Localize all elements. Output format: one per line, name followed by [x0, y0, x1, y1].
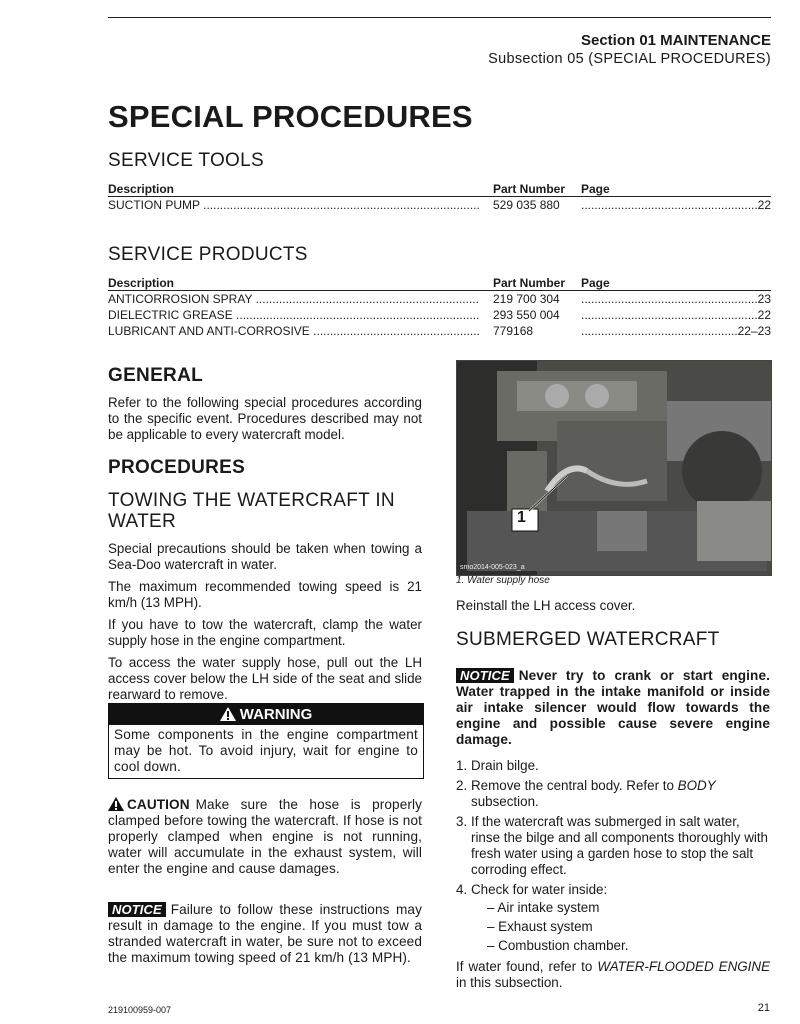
product-part-number: 779168	[493, 323, 534, 338]
warning-box	[108, 703, 424, 779]
reference-text: If water found, refer to	[456, 959, 598, 974]
product-part-number: 293 550 004	[493, 307, 560, 322]
notice-badge: NOTICE	[456, 668, 514, 683]
towing-paragraph: If you have to tow the watercraft, clamp the water supply hose in the engine compartment.	[108, 617, 422, 648]
caution-triangle-icon	[108, 797, 124, 811]
general-text: Refer to the following special procedures according to the specific event. Procedures described may not be applicable to every watercraft model.	[108, 395, 422, 442]
table-header-row	[108, 181, 771, 197]
step-text: subsection.	[471, 794, 539, 809]
product-description: DIELECTRIC GREASE	[108, 307, 233, 322]
column-header-description: Description	[108, 181, 493, 197]
list-item	[456, 778, 770, 810]
list-item	[456, 882, 770, 954]
column-header-page: Page	[581, 275, 771, 291]
procedures-heading: PROCEDURES	[108, 457, 246, 478]
towing-paragraph: To access the water supply hose, pull out the LH access cover below the LH side of the seat and slide rearward to remove.	[108, 655, 422, 702]
list-item	[456, 758, 770, 774]
column-header-page: Page	[581, 181, 771, 197]
document-number: 219100959-007	[108, 1005, 172, 1015]
step-number: 3.	[456, 814, 468, 829]
tool-description: SUCTION PUMP	[108, 197, 200, 212]
step-text: Check for water inside:	[471, 882, 608, 897]
header-rule	[108, 17, 771, 18]
step-number: 2.	[456, 778, 468, 793]
product-page: 23	[757, 291, 771, 306]
table-header-row	[108, 275, 771, 291]
table-row	[108, 307, 771, 323]
product-page: 22	[757, 307, 771, 322]
step-text: If the watercraft was submerged in salt water, rinse the bilge and all components thoroughly with fresh water using a garden hose to stop the salt corroding effect.	[471, 814, 769, 877]
step-number: 4.	[456, 882, 468, 897]
list-item	[456, 814, 770, 878]
towing-paragraph: Special precautions should be taken when towing a Sea-Doo watercraft in water.	[108, 541, 422, 572]
flooded-reference	[456, 959, 770, 991]
towing-paragraph: The maximum recommended towing speed is 21 km/h (13 MPH).	[108, 579, 422, 610]
list-item: – Exhaust system	[487, 919, 593, 934]
section-label: Section 01 MAINTENANCE	[580, 32, 771, 49]
page-title: SPECIAL PROCEDURES	[108, 99, 473, 134]
warning-label: WARNING	[239, 706, 313, 723]
column-header-description: Description	[108, 275, 493, 291]
column-header-part-number: Part Number	[493, 181, 581, 197]
cross-reference: WATER-FLOODED ENGINE	[597, 959, 770, 974]
towing-notice-block	[108, 902, 422, 966]
service-tools-table	[108, 181, 771, 213]
engine-photo	[456, 360, 772, 576]
caution-block	[108, 797, 422, 877]
service-products-table	[108, 275, 771, 339]
product-description: ANTICORROSION SPRAY	[108, 291, 253, 306]
callout-number: 1	[517, 509, 526, 526]
engine-illustration	[457, 361, 771, 575]
service-products-heading: SERVICE PRODUCTS	[108, 244, 308, 265]
submerged-notice-text: Never try to crank or start engine. Water trapped in the intake manifold or inside air intake silencer would flow towards the engine and possible cause severe engine damage.	[456, 668, 770, 747]
page-number: 21	[757, 1002, 770, 1014]
reinstall-text: Reinstall the LH access cover.	[456, 598, 636, 613]
caution-text: Make sure the hose is properly clamped before towing the watercraft. If hose is not properly clamped when engine is not running, water will accumulate in the exhaust system, will enter the engine and cause damages.	[108, 797, 422, 876]
warning-text: Some components in the engine compartment may be hot. To avoid injury, wait for engine to cool down.	[114, 727, 418, 774]
subsection-label: Subsection 05 (SPECIAL PROCEDURES)	[488, 51, 771, 67]
step-text: Remove the central body. Refer to	[471, 778, 678, 793]
step-number: 1.	[456, 758, 468, 773]
submerged-heading: SUBMERGED WATERCRAFT	[456, 629, 720, 650]
tool-part-number: 529 035 880	[493, 197, 560, 212]
figure-code: smo2014-005-023_a	[460, 564, 525, 571]
column-header-part-number: Part Number	[493, 275, 581, 291]
service-tools-heading: SERVICE TOOLS	[108, 150, 264, 171]
product-part-number: 219 700 304	[493, 291, 560, 306]
list-item: – Air intake system	[487, 900, 600, 915]
reference-text: in this subsection.	[456, 975, 563, 990]
cross-reference: BODY	[677, 778, 716, 793]
figure-caption: 1. Water supply hose	[456, 575, 550, 586]
step-text: Drain bilge.	[471, 758, 539, 773]
warning-triangle-icon	[220, 707, 236, 721]
tool-page: 22	[757, 197, 771, 212]
list-item: – Combustion chamber.	[487, 938, 629, 953]
towing-heading: TOWING THE WATERCRAFT IN WATER	[108, 490, 395, 532]
product-page: 22–23	[737, 323, 771, 338]
table-row	[108, 323, 771, 339]
product-description: LUBRICANT AND ANTI-CORROSIVE	[108, 323, 310, 338]
table-row	[108, 197, 771, 214]
caution-label: CAUTION	[127, 797, 190, 812]
warning-header	[109, 704, 423, 725]
general-heading: GENERAL	[108, 365, 203, 386]
procedure-steps	[456, 758, 770, 958]
table-row	[108, 291, 771, 308]
towing-body	[108, 541, 422, 709]
check-list	[471, 900, 770, 954]
notice-badge: NOTICE	[108, 902, 166, 917]
towing-notice-text: Failure to follow these instructions may result in damage to the engine. If you must tow a stranded watercraft in water, be sure not to exceed the maximum towing speed of 21 km/h (13 MPH).	[108, 902, 422, 965]
submerged-notice-block	[456, 668, 770, 748]
